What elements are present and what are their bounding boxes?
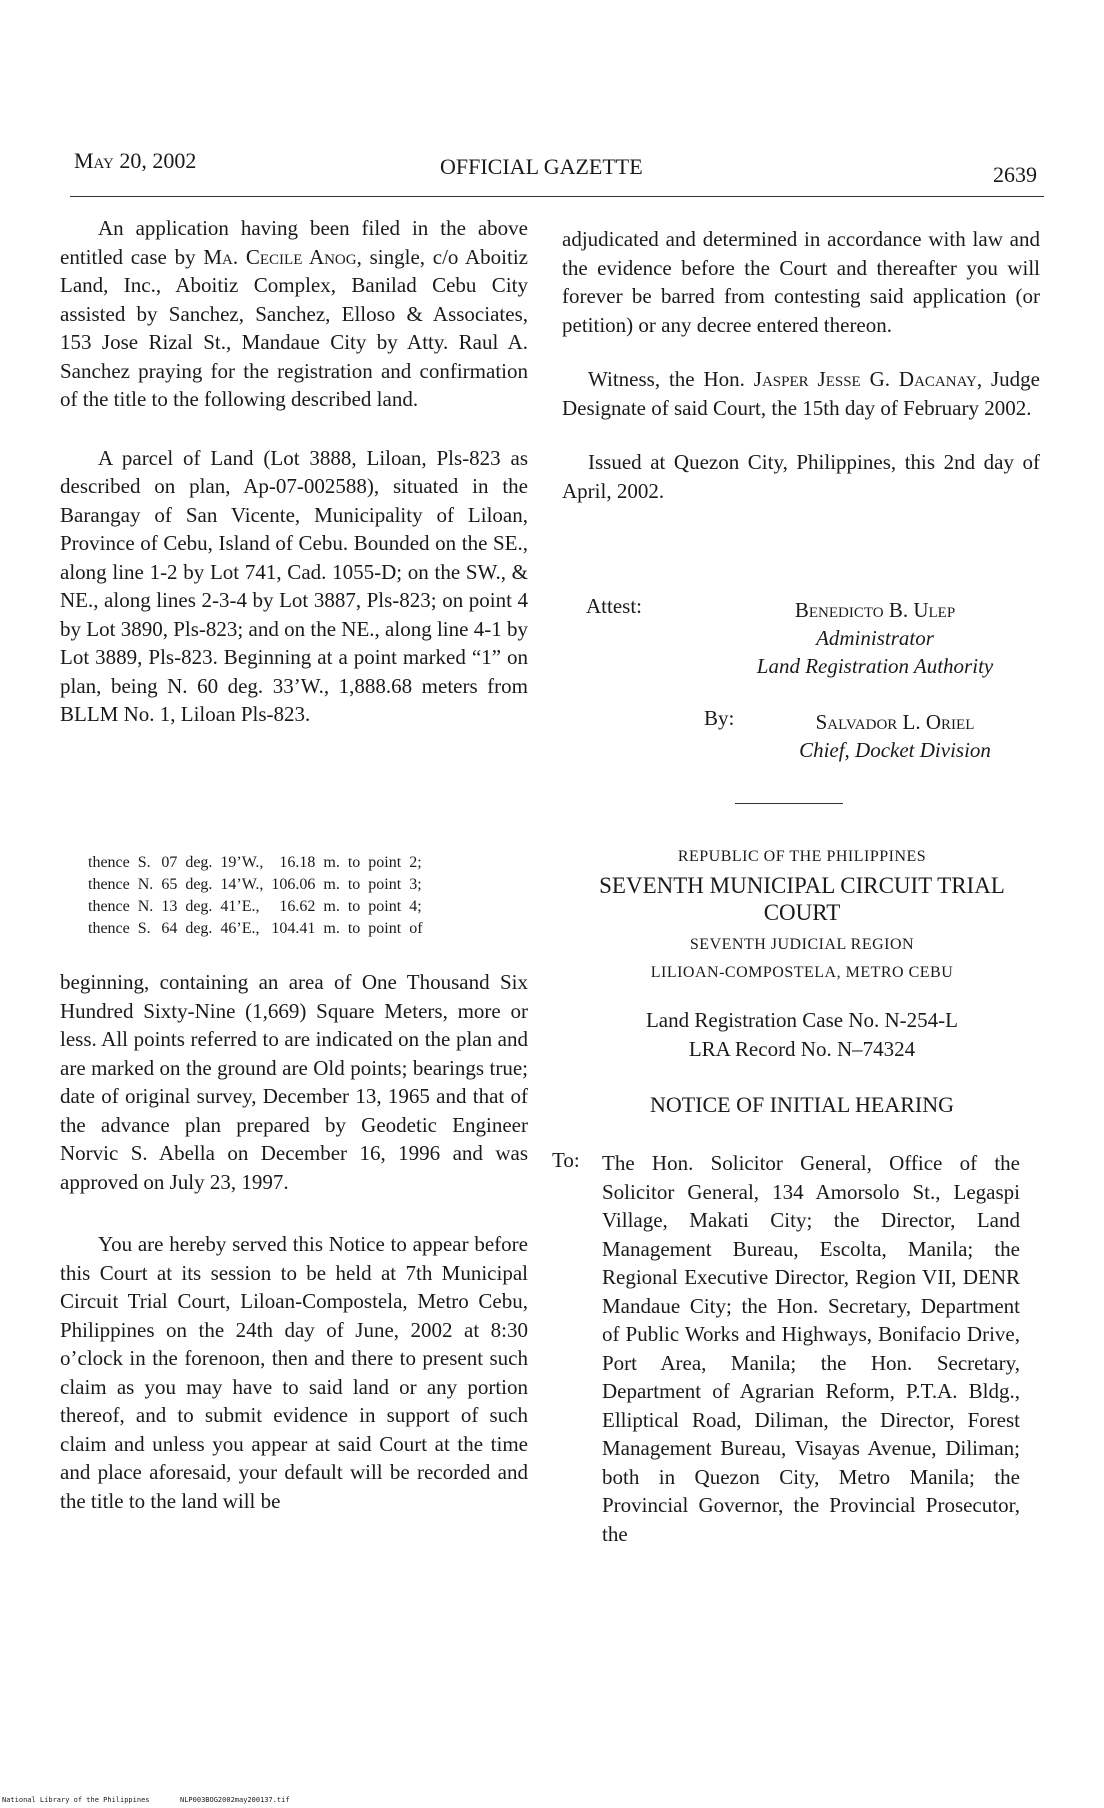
judge-name: Jasper Jesse G. Dacanay (753, 367, 977, 391)
bearing-cell: thence (88, 876, 130, 893)
bearing-row (84, 852, 427, 874)
by-title: Chief, Docket Division (799, 738, 991, 762)
applicant-name: Ma. Cecile Anog (203, 244, 357, 269)
bearing-cell: to (347, 920, 361, 937)
bearing-cell: 4; (409, 898, 422, 915)
adjudication-paragraph: adjudicated and determined in accordance with law and the evidence before the Court and thereafter you will forever be barred from contesting said application (or petition) or any decree entered thereon. (562, 227, 1040, 337)
attest-block (700, 596, 1050, 680)
notice-heading: NOTICE OF INITIAL HEARING (649, 1092, 955, 1117)
bearing-cell: deg. (185, 920, 213, 937)
bearing-row (84, 918, 427, 940)
bearing-cell: S. (137, 920, 151, 937)
bearing-cell: 16.18 (279, 854, 316, 871)
right-column (562, 225, 1040, 505)
addressees: The Hon. Solicitor General, Office of the Solicitor General, 134 Amorsolo St., Legaspi Village, Makati City; the Director, Land Management Bureau, Escolta, Manila; the Regional Executive Director, Region VII, DENR Mandaue City; the Hon. Secretary, Department of Public Works and Highways, Bonifacio Drive, Port Area, Manila; the Hon. Secretary, Department of Agrarian Reform, P.T.A. Bldg., Elliptical Road, Diliman, the Director, Forest Management Bureau, Visayas Avenue, Diliman; both in Quezon City, Metro Manila; the Provincial Governor, the Provincial Prosecutor, the (602, 1151, 1020, 1546)
bearing-cell: deg. (185, 876, 213, 893)
bearing-cell: thence (88, 854, 130, 871)
bearing-cell: 104.41 (271, 920, 316, 937)
bearing-cell: point (368, 854, 402, 871)
application-paragraph: An application having been filed in the above entitled case by Ma. Cecile Anog, single, c/o Aboitiz Land, Inc., Aboitiz Complex, Banilad Cebu City assisted by Sanchez, Sanchez, Elloso & Associates, 153 Jose Rizal St., Mandaue City by Atty. Raul A. Sanchez praying for the registration and confirmation of the title to the following described land. (60, 216, 528, 411)
bearing-cell: point (368, 876, 402, 893)
record-number: LRA Record No. N–74324 (688, 1037, 916, 1061)
area-paragraph: beginning, containing an area of One Thousand Six Hundred Sixty-Nine (1,669) Square Meters, more or less. All points referred to are indicated on the plan and are marked on the ground are Old points; bearings true; date of original survey, December 13, 1965 and that of the advance plan prepared by Geodetic Engineer Norvic S. Abella on December 16, 1996 and was approved on July 23, 1997. (60, 970, 528, 1194)
bearing-cell: S. (137, 854, 151, 871)
bearing-cell: to (347, 898, 361, 915)
bearing-cell: 46’E., (220, 920, 260, 937)
bearing-cell: point (368, 898, 402, 915)
by-name: Salvador L. Oriel (815, 710, 975, 734)
attest-label: Attest: (586, 594, 642, 618)
bearing-cell: to (347, 854, 361, 871)
issued-paragraph: Issued at Quezon City, Philippines, this 2nd day of April, 2002. (562, 450, 1040, 503)
attest-title: Administrator (816, 626, 934, 650)
court-name: SEVENTH MUNICIPAL CIRCUIT TRIAL COURT (599, 873, 1005, 925)
bearing-cell: m. (323, 920, 340, 937)
bearing-cell: 3; (409, 876, 422, 893)
bearing-cell: deg. (185, 898, 213, 915)
by-block (740, 708, 1050, 764)
judicial-region: SEVENTH JUDICIAL REGION (689, 936, 915, 953)
bearing-cell: deg. (185, 854, 213, 871)
witness-paragraph: Witness, the Hon. Jasper Jesse G. Dacanay, Judge Designate of said Court, the 15th day of February 2002. (562, 367, 1040, 420)
bearing-cell: 106.06 (271, 876, 316, 893)
bearing-cell: 41’E., (220, 898, 260, 915)
bearing-cell: 13 (161, 898, 178, 915)
header-rule (70, 196, 1044, 197)
bearing-cell: 16.62 (279, 898, 316, 915)
attest-agency: Land Registration Authority (756, 654, 994, 678)
bearing-cell: of (409, 920, 423, 937)
footer-source: National Library of the Philippines (2, 1796, 150, 1804)
footer-file: NLP003BOG2002may200137.tif (180, 1796, 290, 1804)
bearing-cell: point (368, 920, 402, 937)
bearing-cell: thence (88, 920, 130, 937)
bearing-cell: 14’W., (220, 876, 264, 893)
bearing-cell: 64 (161, 920, 178, 937)
publication-title: OFFICIAL GAZETTE (440, 154, 643, 179)
bearing-cell: m. (323, 898, 340, 915)
section-divider (735, 803, 843, 804)
court-location: LILIOAN-COMPOSTELA, METRO CEBU (650, 964, 954, 981)
page-number: 2639 (993, 162, 1037, 187)
appearance-paragraph: You are hereby served this Notice to appear before this Court at its session to be held at 7th Municipal Circuit Trial Court, Liloan-Compostela, Metro Cebu, Philippines on the 24th day of June, 2002 at 8:30 o’clock in the forenoon, then and there to present such claim as you may have to said land or any portion thereof, and to submit evidence in support of such claim and unless you appear at said Court at the time and place aforesaid, your default will be recorded and the title to the land will be (60, 1232, 528, 1513)
bearing-cell: 2; (409, 854, 422, 871)
issue-date: May 20, 2002 (74, 148, 197, 173)
bearings-table (84, 852, 427, 940)
bearing-row (84, 896, 427, 918)
attest-name: Benedicto B. Ulep (794, 598, 956, 622)
bearing-cell: 19’W., (220, 854, 264, 871)
bearing-cell: to (347, 876, 361, 893)
left-column (60, 214, 528, 729)
land-description-paragraph: A parcel of Land (Lot 3888, Liloan, Pls-823 as described on plan, Ap-07-002588), situated in the Barangay of San Vicente, Municipality of Liloan, Province of Cebu, Island of Cebu. Bounded on the SE., along line 1-2 by Lot 741, Cad. 1055-D; on the SW., & NE., along lines 2-3-4 by Lot 3887, Pls-823; on point 4 by Lot 3890, Pls-823; and on the NE., along line 4-1 by Lot 3889, Pls-823. Beginning at a point marked “1” on plan, being N. 60 deg. 33’W., 1,888.68 meters from BLLM No. 1, Liloan Pls-823. (60, 445, 528, 726)
bearing-cell: m. (323, 854, 340, 871)
bearing-cell: m. (323, 876, 340, 893)
to-label: To: (552, 1148, 580, 1172)
by-label: By: (704, 706, 735, 730)
bearing-cell: N. (137, 876, 154, 893)
bearing-cell: thence (88, 898, 130, 915)
left-column-continued (60, 968, 528, 1515)
court-heading (560, 848, 1044, 1118)
bearing-cell: 07 (161, 854, 178, 871)
republic-line: REPUBLIC OF THE PHILIPPINES (677, 848, 927, 865)
case-number: Land Registration Case No. N-254-L (645, 1008, 959, 1032)
bearing-row (84, 874, 427, 896)
bearing-cell: N. (137, 898, 154, 915)
bearing-cell: 65 (161, 876, 178, 893)
